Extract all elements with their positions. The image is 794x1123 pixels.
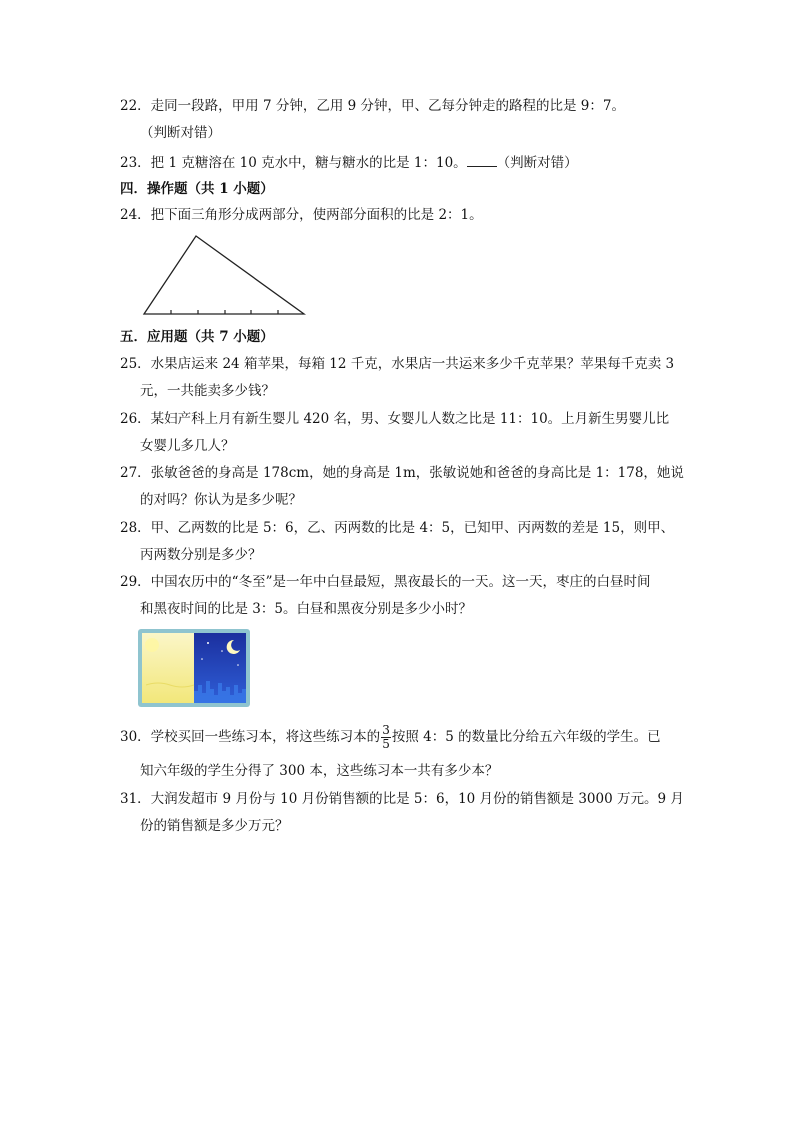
sun-icon [145, 638, 159, 652]
q30-text-after: 按照 4：5 的数量比分给五六年级的学生。已 [391, 729, 661, 745]
q23-text: 23．把 1 克糖溶在 10 克水中，糖与糖水的比是 1：10。 [120, 155, 467, 171]
q26-line1: 26．某妇产科上月有新生婴儿 420 名，男、女婴儿人数之比是 11：10。上月新生男婴儿比 [120, 411, 670, 427]
q23 [120, 152, 578, 173]
q27-line2: 的对吗？你认为是多少呢？ [140, 492, 302, 508]
q22-line1: 22．走同一段路，甲用 7 分钟，乙用 9 分钟，甲、乙每分钟走的路程的比是 9：7。 [120, 98, 625, 114]
day-night-image [138, 629, 250, 707]
q25-line2: 元，一共能卖多少钱？ [140, 383, 275, 399]
fraction-numerator: 3 [382, 723, 390, 737]
q22-line2: （判断对错） [140, 125, 221, 141]
q26-line2: 女婴儿多几人？ [140, 438, 235, 454]
q23-suffix: （判断对错） [496, 155, 578, 171]
q30-line2: 知六年级的学生分得了 300 本，这些练习本一共有多少本？ [140, 763, 499, 779]
section-4-heading: 四．操作题（共 1 小题） [120, 181, 274, 197]
q28-line2: 丙两数分别是多少？ [140, 547, 262, 563]
q30-text: 30．学校买回一些练习本，将这些练习本的 [120, 729, 381, 745]
q24: 24．把下面三角形分成两部分，使两部分面积的比是 2：1。 [120, 207, 483, 223]
section-5-heading: 五．应用题（共 7 小题） [120, 329, 274, 345]
answer-blank[interactable] [467, 152, 497, 167]
q31-line1: 31．大润发超市 9 月份与 10 月份销售额的比是 5：6，10 月份的销售额是 3000 万元。9 月 [120, 791, 684, 807]
q30-line1 [120, 722, 661, 752]
fraction [381, 724, 391, 751]
triangle-figure [138, 230, 310, 318]
fraction-denominator: 5 [382, 737, 390, 751]
q27-line1: 27．张敏爸爸的身高是 178cm，她的身高是 1m，张敏说她和爸爸的身高比是 1：178，她说 [120, 465, 684, 481]
q31-line2: 份的销售额是多少万元？ [140, 818, 289, 834]
q29-line2: 和黑夜时间的比是 3：5。白昼和黑夜分别是多少小时？ [140, 601, 472, 617]
triangle-shape [144, 236, 304, 314]
q28-line1: 28．甲、乙两数的比是 5：6，乙、丙两数的比是 4：5，已知甲、丙两数的差是 15，则甲、 [120, 520, 675, 536]
q25-line1: 25．水果店运来 24 箱苹果，每箱 12 千克，水果店一共运来多少千克苹果？苹果每千克卖 3 [120, 356, 675, 372]
q29-line1: 29．中国农历中的“冬至”是一年中白昼最短，黑夜最长的一天。这一天，枣庄的白昼时间 [120, 574, 651, 590]
